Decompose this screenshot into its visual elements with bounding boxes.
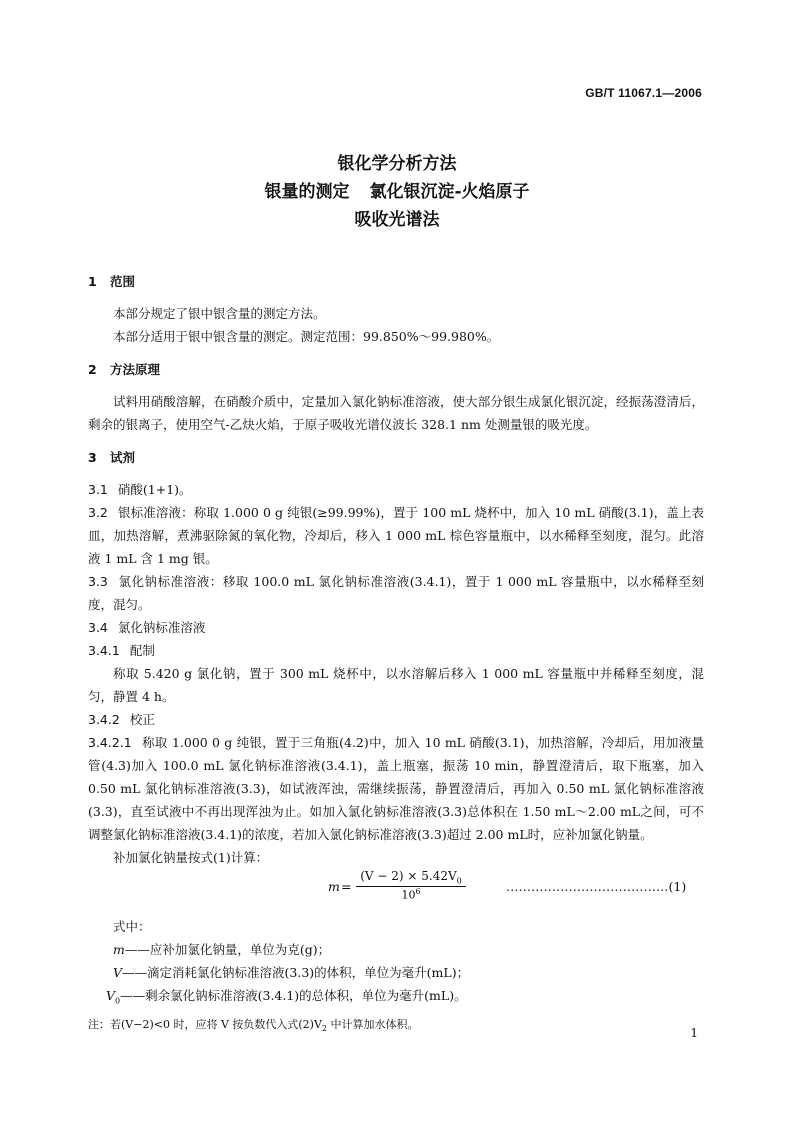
formula-fraction [356, 869, 466, 902]
clause-3-4-2: 3.4.2 校正 [88, 712, 155, 727]
clause-3-2: 3.2 银标准溶液：称取 1.000 0 g 纯银(≥99.99%)，置于 100 mL 烧杯中，加入 10 mL 硝酸(3.1)，盖上表皿，加热溶解，煮沸驱除氮的氧化物，冷却后，移入 1 000 mL 棕色容量瓶中，以水稀释至刻度，混匀。此溶液 1 mL 含 1 mg 银。 [88, 505, 704, 566]
title-line-3: 吸收光谱法 [354, 210, 440, 230]
note: 注：若(V−2)<0 时，应将 V 按负数代入式$(2)V_2$ 中计算加水体积。 [88, 1017, 419, 1033]
section-3-heading: 3 试剂 [88, 450, 136, 465]
clause-3-3: 3.3 氯化钠标准溶液：移取 100.0 mL 氯化钠标准溶液(3.4.1)，置于 1 000 mL 容量瓶中，以水稀释至刻度，混匀。 [88, 574, 704, 612]
clause-3-1: 3.1 硝酸(1+1)。 [88, 482, 192, 497]
section-1-heading: 1 范围 [88, 274, 136, 289]
formula-numerator: $(V - 2) \times 5.42V_0$ [356, 869, 466, 887]
section-1-para-1: 本部分规定了银中银含量的测定方法。 [113, 306, 326, 321]
formula-lhs: m [328, 879, 340, 894]
clause-3-4-1-para: 称取 5.420 g 氯化钠，置于 300 mL 烧杯中，以水溶解后移入 1 000 mL 容量瓶中并稀释至刻度，混匀，静置 4 h。 [88, 666, 704, 704]
standard-number: GB/T 11067.1—2006 [585, 86, 702, 100]
clause-3-4: 3.4 氯化钠标准溶液 [88, 620, 206, 635]
section-2-heading: 2 方法原理 [88, 362, 161, 377]
variable-definitions [88, 915, 704, 1013]
document-body [88, 272, 704, 1039]
formula-1 [88, 869, 704, 909]
title-line-1: 银化学分析方法 [337, 154, 457, 174]
section-1-para-2: 本部分适用于银中银含量的测定。测定范围：99.850%～99.980%。 [113, 329, 500, 344]
clause-3-4-2-1: 3.4.2.1 称取 1.000 0 g 纯银，置于三角瓶(4.2)中，加入 10 mL 硝酸(3.1)，加热溶解，冷却后，用加液量管(4.3)加入 100.0 mL 氯化钠标准溶液(3.4.1)，盖上瓶塞，振荡 10 min，静置澄清后，取下瓶塞，加入 0.50 mL 氯化钠标准溶液(3.3)，如试液浑浊，需继续振荡，静置澄清后，再加入 0.50 mL 氯化钠标准溶液(3.3)，直至试液中不再出现浑浊为止。如加入氯化钠标准溶液(3.3)总体积在 1.50 mL～2.00 mL之间，可不调整氯化钠标准溶液(3.4.1)的浓度，若加入氯化钠标准溶液(3.3)超过 2.00 mL时，应补加氯化钠量。 [88, 735, 704, 842]
title-line-2: 银量的测定 氯化银沉淀-火焰原子 [264, 182, 530, 202]
where-intro: 式中： [113, 919, 151, 934]
formula-number: …………………………………(1) [506, 879, 687, 894]
section-2-para-1: 试料用硝酸溶解，在硝酸介质中，定量加入氯化钠标准溶液，使大部分银生成氯化银沉淀，经振荡澄清后，剩余的银离子，使用空气-乙炔火焰，于原子吸收光谱仪波长 328.1 nm 处测量银的吸光度。 [88, 394, 704, 432]
formula-denominator: $10^6$ [401, 887, 421, 903]
formula-equals: = [341, 879, 352, 894]
document-title [0, 150, 794, 234]
clause-3-4-1: 3.4.1 配制 [88, 643, 155, 658]
var-m: m——应补加氯化钠量，单位为克(g)； [113, 942, 331, 957]
page-number: 1 [690, 1026, 698, 1040]
var-v: V——滴定消耗氯化钠标准溶液(3.3)的体积，单位为毫升(mL)； [113, 965, 470, 980]
var-v0: $V_0——$剩余氯化钠标准溶液(3.4.1)的总体积，单位为毫升(mL)。 [106, 988, 467, 1006]
formula-intro: 补加氯化钠量按式(1)计算： [113, 850, 269, 865]
